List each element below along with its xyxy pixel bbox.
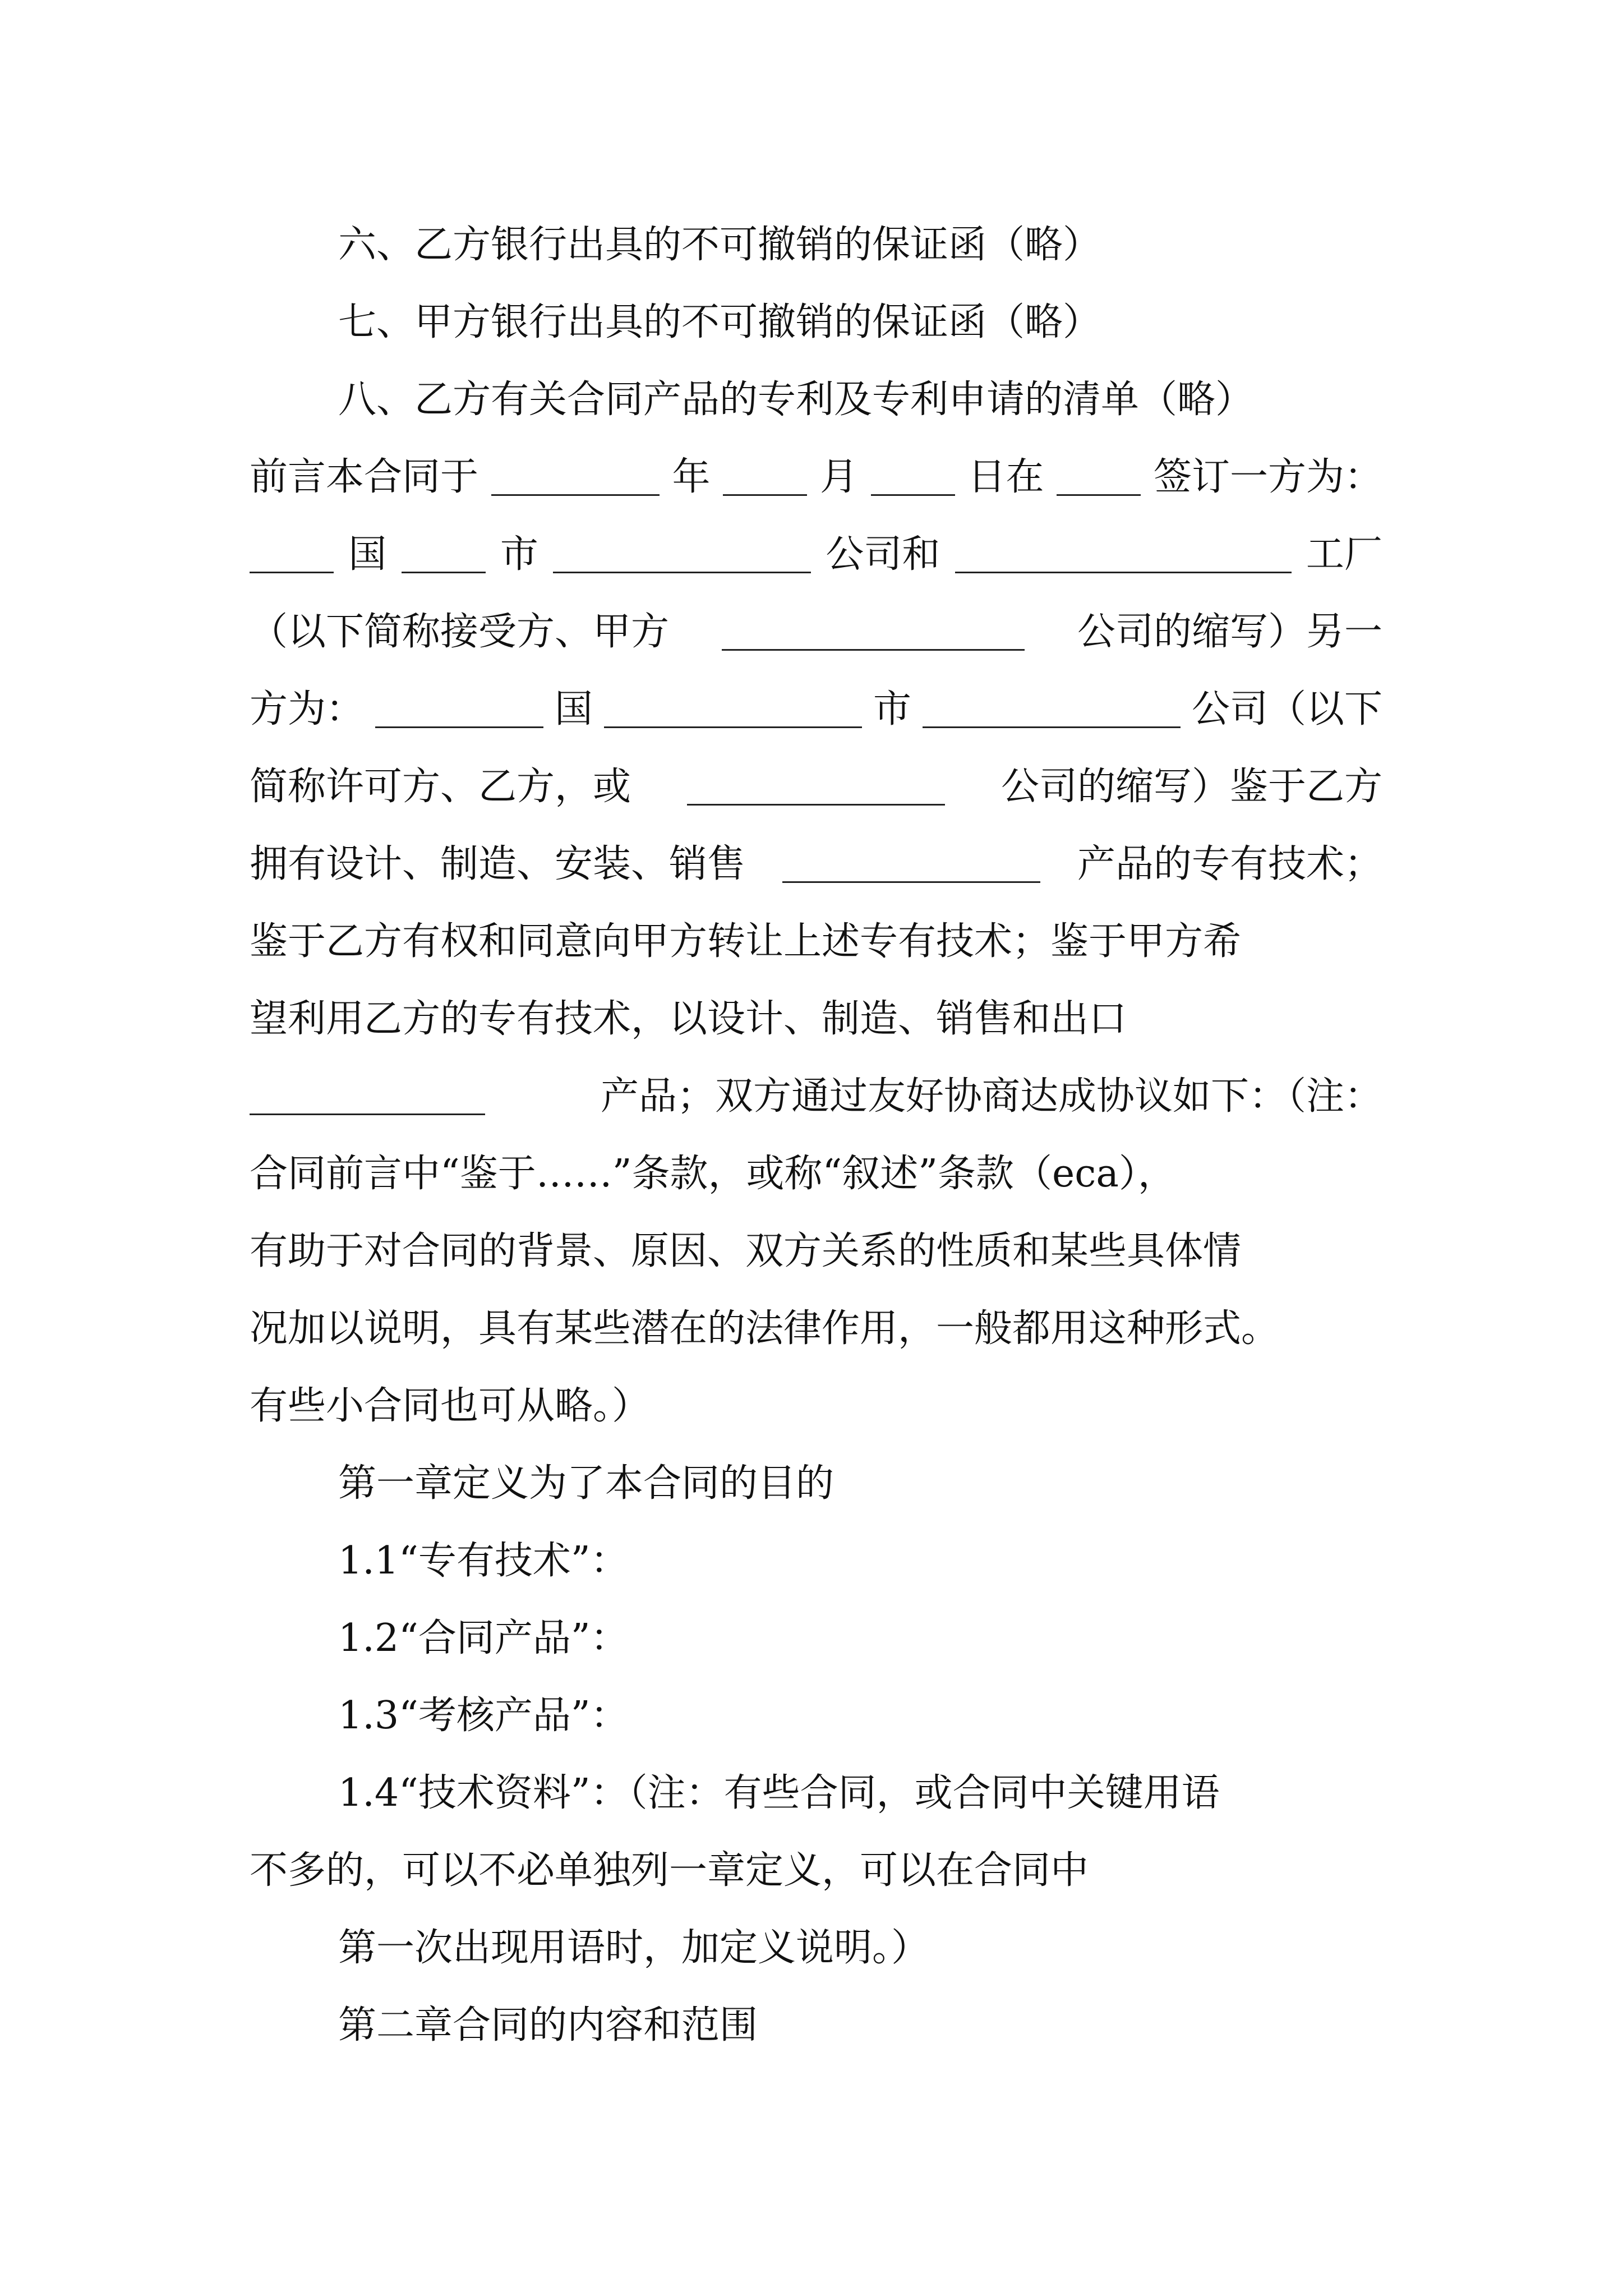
- date-month-blank: [723, 459, 807, 496]
- appendix-item-6: 六、乙方银行出具的不可撤销的保证函（略）: [338, 223, 1101, 267]
- export-product-blank: [250, 1079, 485, 1115]
- preamble-line-3: （以下简称接受方、甲方 公司的缩写）另一: [250, 610, 1382, 654]
- preamble-line-2: 国 市 公司和 工厂: [250, 516, 1382, 593]
- signing-place-blank: [1057, 459, 1141, 496]
- appendix-item-7: 七、甲方银行出具的不可撤销的保证函（略）: [338, 300, 1101, 344]
- date-day-blank: [871, 459, 955, 496]
- party-b-abbr-blank: [687, 769, 945, 806]
- definition-1-1: 1.1“专有技术”：: [338, 1539, 629, 1583]
- preamble-line-8: 望利用乙方的专有技术，以设计、制造、销售和出口: [250, 997, 1127, 1041]
- party-a-company-blank: [553, 537, 811, 573]
- preamble-line-5: 简称许可方、乙方，或 公司的缩写）鉴于乙方: [250, 765, 1382, 809]
- note-line-1: 合同前言中“鉴于……”条款，或称“叙述”条款（eca），: [250, 1152, 1176, 1196]
- party-a-country-blank: [250, 537, 334, 573]
- definition-1-3: 1.3“考核产品”：: [338, 1694, 629, 1738]
- document-body: [250, 206, 1382, 2064]
- party-b-company-blank: [923, 692, 1181, 728]
- chapter-1-heading: 第一章定义为了本合同的目的: [338, 1461, 834, 1506]
- definition-1-4: 1.4“技术资料”：（注：有些合同，或合同中关键用语: [338, 1771, 1220, 1815]
- party-a-city-blank: [402, 537, 486, 573]
- preamble-line-7: 鉴于乙方有权和同意向甲方转让上述专有技术；鉴于甲方希: [250, 919, 1242, 964]
- preamble-line-4: 方为： 国 市 公司（以下: [250, 687, 1382, 731]
- definition-1-2: 1.2“合同产品”：: [338, 1616, 629, 1660]
- party-b-country-blank: [375, 692, 543, 728]
- preamble-line-9: 产品；双方通过友好协商达成协议如下：（注：: [250, 1058, 1382, 1135]
- party-b-city-blank: [604, 692, 862, 728]
- party-a-abbr-blank: [722, 614, 1025, 651]
- chapter-2-heading: 第二章合同的内容和范围: [338, 2003, 758, 2047]
- appendix-item-8: 八、乙方有关合同产品的专利及专利申请的清单（略）: [338, 378, 1254, 422]
- definition-note-line-1: 不多的，可以不必单独列一章定义，可以在合同中: [250, 1848, 1089, 1893]
- party-a-factory-blank: [955, 537, 1292, 573]
- preamble-line-6: 拥有设计、制造、安装、销售 产品的专有技术；: [250, 842, 1382, 886]
- preamble-line-1: 前言本合同于 年 月 日在 签订一方为：: [250, 455, 1382, 499]
- product-name-blank: [782, 846, 1040, 883]
- date-year-blank: [491, 459, 660, 496]
- note-line-2: 有助于对合同的背景、原因、双方关系的性质和某些具体情: [250, 1229, 1242, 1273]
- note-line-4: 有些小合同也可从略。）: [250, 1384, 651, 1428]
- note-line-3: 况加以说明，具有某些潜在的法律作用，一般都用这种形式。: [250, 1306, 1280, 1351]
- definition-note-line-2: 第一次出现用语时，加定义说明。）: [338, 1926, 930, 1970]
